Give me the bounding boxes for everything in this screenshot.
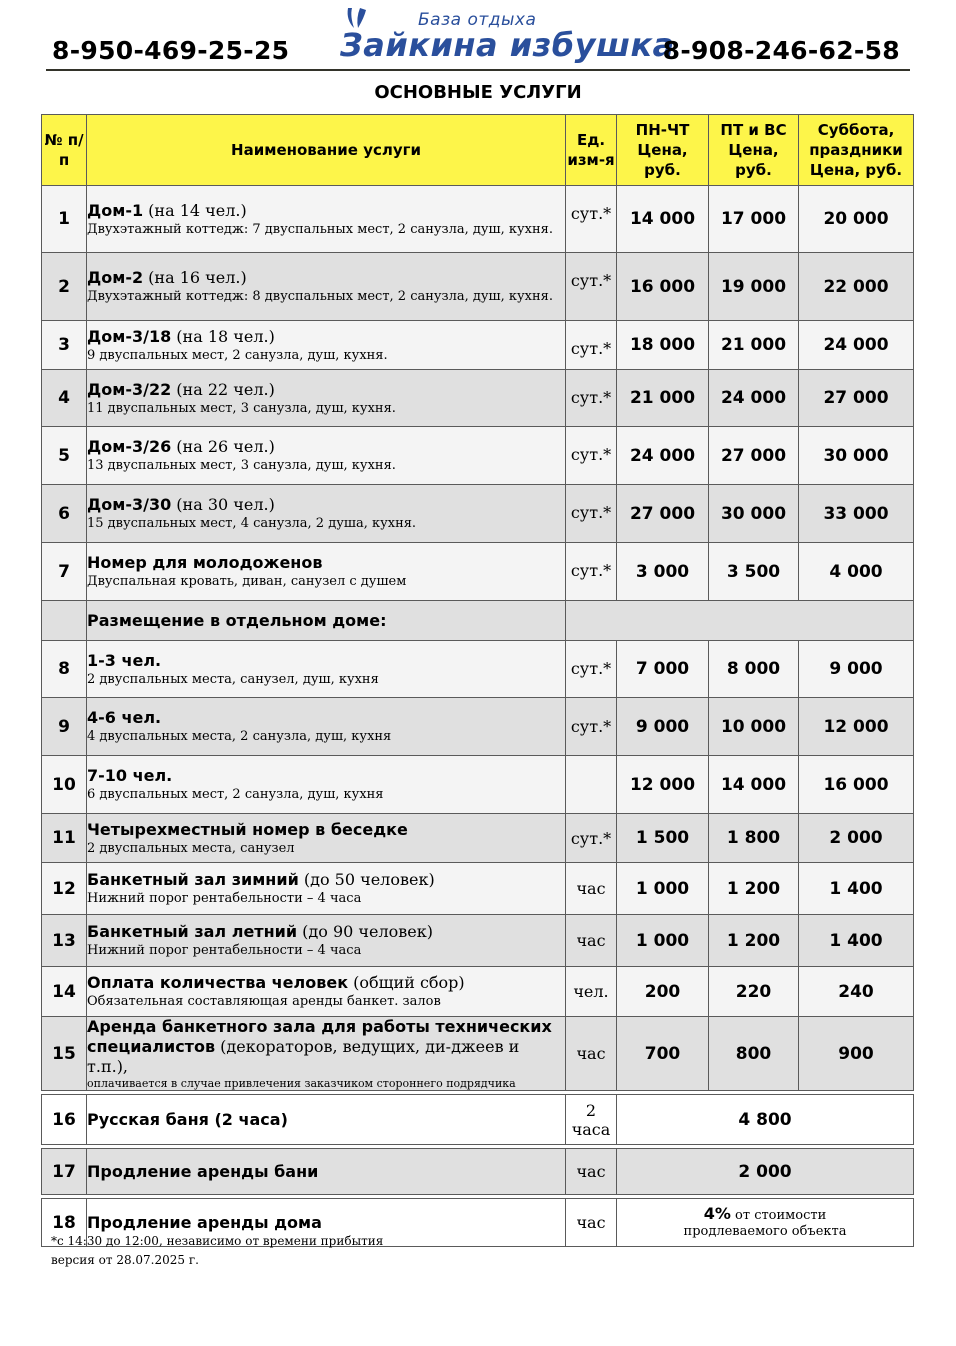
service-description: Двухэтажный коттедж: 7 двуспальных мест, 2 санузла, душ, кухня. [87, 221, 554, 237]
table-row [42, 1017, 914, 1091]
row-number: 7 [42, 543, 87, 601]
service-name: Дом-3/22 [87, 379, 172, 399]
price-fri-sun: 17 000 [709, 186, 799, 253]
unit-cell: сут.* [566, 641, 617, 698]
section-num-cell [42, 601, 87, 641]
service-description: 4 двуспальных места, 2 санузла, душ, кухня [87, 729, 392, 744]
service-cell [87, 756, 566, 814]
row-number: 8 [42, 641, 87, 698]
extra-service-row [42, 1095, 914, 1145]
unit-cell: час [566, 915, 617, 967]
service-name: Дом-3/30 [87, 495, 172, 514]
price-fri-sun: 27 000 [709, 427, 799, 485]
service-cell [87, 814, 566, 863]
service-description: 11 двуспальных мест, 3 санузла, душ, кухня. [87, 400, 396, 416]
service-capacity: (на 22 чел.) [171, 379, 275, 399]
row-number: 11 [42, 814, 87, 863]
price-fri-sun: 220 [709, 967, 799, 1017]
price-sat-holiday: 30 000 [799, 427, 914, 485]
footnote-version: версия от 28.07.2025 г. [51, 1253, 199, 1267]
price-mon-thu: 200 [617, 967, 709, 1017]
row-number: 10 [42, 756, 87, 814]
service-capacity: (на 30 чел.) [171, 495, 275, 514]
price-sat-holiday: 240 [799, 967, 914, 1017]
service-cell [87, 427, 566, 485]
price-fri-sun: 10 000 [709, 698, 799, 756]
price-fri-sun: 19 000 [709, 253, 799, 321]
price-fri-sun: 3 500 [709, 543, 799, 601]
footnote-time: *с 14:30 до 12:00, независимо от времени прибытия [51, 1234, 384, 1248]
service-name: Банкетный зал летний [87, 922, 298, 941]
service-description: 13 двуспальных мест, 3 санузла, душ, кухня. [87, 458, 396, 473]
service-name: Продление аренды бани [87, 1161, 319, 1181]
price-mon-thu: 1 000 [617, 863, 709, 915]
price-mon-thu: 7 000 [617, 641, 709, 698]
service-name: 1-3 чел. [87, 650, 162, 670]
table-row [42, 967, 914, 1017]
price-mon-thu: 12 000 [617, 756, 709, 814]
table-row [42, 698, 914, 756]
price-fri-sun: 1 200 [709, 863, 799, 915]
service-capacity: (до 50 человек) [298, 870, 435, 889]
price-mon-thu: 27 000 [617, 485, 709, 543]
service-name: 7-10 чел. [87, 766, 173, 785]
service-name: Четырехместный номер в беседке [87, 819, 408, 839]
service-cell [87, 641, 566, 698]
service-name: 4-6 чел. [87, 708, 162, 727]
service-cell [87, 321, 566, 370]
service-name: Продление аренды дома [87, 1212, 322, 1232]
price-mon-thu: 700 [617, 1017, 709, 1091]
unit-cell: сут.* [566, 427, 617, 485]
service-cell [87, 370, 566, 427]
unit-cell [566, 756, 617, 814]
table-row [42, 543, 914, 601]
table-row [42, 253, 914, 321]
service-description: Двухэтажный коттедж: 8 двуспальных мест, 2 санузла, душ, кухня. [87, 289, 554, 304]
footnote [51, 1232, 383, 1270]
table-row [42, 427, 914, 485]
service-description: Нижний порог рентабельности – 4 часа [87, 943, 362, 958]
price-fri-sun: 1 200 [709, 915, 799, 967]
price-sat-holiday: 1 400 [799, 915, 914, 967]
service-name: Русская баня (2 часа) [87, 1109, 288, 1129]
price-sat-holiday: 16 000 [799, 756, 914, 814]
service-description: Двуспальная кровать, диван, санузел с душем [87, 574, 407, 589]
service-name: Дом-3/18 [87, 326, 172, 346]
price-fri-sun: 30 000 [709, 485, 799, 543]
row-number: 1 [42, 186, 87, 253]
service-capacity: (на 14 чел.) [143, 200, 247, 220]
unit-cell: час [566, 863, 617, 915]
price-fri-sun: 24 000 [709, 370, 799, 427]
table-row [42, 321, 914, 370]
extra-service-row [42, 1149, 914, 1195]
service-name: Дом-3/26 [87, 437, 172, 456]
price-sat-holiday: 22 000 [799, 253, 914, 321]
service-capacity: (на 16 чел.) [143, 268, 247, 287]
section-row [42, 601, 914, 641]
row-number: 16 [42, 1095, 87, 1145]
unit-cell: сут.* [566, 814, 617, 863]
price-sat-holiday: 900 [799, 1017, 914, 1091]
price-mon-thu: 1 500 [617, 814, 709, 863]
service-cell [87, 1095, 566, 1145]
price-sat-holiday: 33 000 [799, 485, 914, 543]
price-cell: 4 800 [617, 1095, 914, 1145]
service-cell [87, 967, 566, 1017]
service-description: 9 двуспальных мест, 2 санузла, душ, кухня. [87, 347, 388, 363]
service-description: 15 двуспальных мест, 4 санузла, 2 душа, кухня. [87, 516, 417, 531]
price-mon-thu: 24 000 [617, 427, 709, 485]
row-number: 18 [42, 1199, 87, 1247]
service-cell [87, 253, 566, 321]
price-mon-thu: 9 000 [617, 698, 709, 756]
col-name-header: Наименование услуги [87, 115, 566, 186]
price-sat-holiday: 2 000 [799, 814, 914, 863]
row-number: 4 [42, 370, 87, 427]
row-number: 17 [42, 1149, 87, 1195]
price-mon-thu: 1 000 [617, 915, 709, 967]
logo-subtitle: База отдыха [418, 10, 537, 30]
service-cell [87, 698, 566, 756]
service-cell [87, 186, 566, 253]
section-title: Размещение в отдельном доме: [87, 601, 566, 641]
unit-cell: час [566, 1149, 617, 1195]
service-capacity: (до 90 человек) [297, 922, 433, 941]
service-capacity: (декораторов, ведущих, ди-джеев и т.п.), [87, 1037, 520, 1076]
table-row [42, 915, 914, 967]
price-mon-thu: 21 000 [617, 370, 709, 427]
phone-right: 8-908-246-62-58 [662, 36, 900, 65]
service-cell [87, 863, 566, 915]
table-row [42, 186, 914, 253]
unit-cell: час [566, 1017, 617, 1091]
service-cell [87, 1149, 566, 1195]
unit-cell: сут.* [566, 370, 617, 427]
price-fri-sun: 1 800 [709, 814, 799, 863]
service-cell [87, 543, 566, 601]
table-row [42, 814, 914, 863]
row-number: 5 [42, 427, 87, 485]
service-name: Аренда банкетного зала для работы технических специалистов [87, 1017, 552, 1056]
price-sat-holiday: 24 000 [799, 321, 914, 370]
row-number: 6 [42, 485, 87, 543]
price-mon-thu: 18 000 [617, 321, 709, 370]
service-cell [87, 1017, 566, 1091]
price-sat-holiday: 4 000 [799, 543, 914, 601]
price-fri-sun: 8 000 [709, 641, 799, 698]
service-description: Нижний порог рентабельности – 4 часа [87, 891, 362, 906]
row-number: 15 [42, 1017, 87, 1091]
price-sat-holiday: 27 000 [799, 370, 914, 427]
row-number: 12 [42, 863, 87, 915]
service-cell [87, 485, 566, 543]
price-fri-sun: 21 000 [709, 321, 799, 370]
unit-cell: сут.* [566, 543, 617, 601]
col-unit-header: Ед. изм-я [566, 115, 617, 186]
price-sat-holiday: 9 000 [799, 641, 914, 698]
logo-title: Зайкина избушка [340, 26, 675, 64]
service-description: 2 двуспальных места, санузел [87, 840, 295, 856]
price-cell: 4% от стоимости продлеваемого объекта [617, 1199, 914, 1247]
table-row [42, 370, 914, 427]
unit-cell: сут.* [566, 186, 617, 253]
table-row [42, 756, 914, 814]
unit-cell: час [566, 1199, 617, 1247]
service-description: Обязательная составляющая аренды банкет. залов [87, 994, 441, 1009]
unit-cell: чел. [566, 967, 617, 1017]
row-number: 9 [42, 698, 87, 756]
table-header-row [42, 115, 914, 186]
service-name: Дом-2 [87, 268, 144, 287]
service-capacity: (на 26 чел.) [171, 437, 275, 456]
service-name: Банкетный зал зимний [87, 870, 299, 889]
header-divider [46, 69, 910, 71]
col-num-header: № п/п [42, 115, 87, 186]
table-row [42, 863, 914, 915]
price-table [41, 114, 914, 1247]
table-row [42, 641, 914, 698]
row-number: 14 [42, 967, 87, 1017]
service-cell [87, 915, 566, 967]
price-sat-holiday: 1 400 [799, 863, 914, 915]
unit-cell: сут.* [566, 253, 617, 321]
col-fri-sun-header: ПТ и ВС Цена, руб. [709, 115, 799, 186]
row-number: 2 [42, 253, 87, 321]
unit-cell: сут.* [566, 485, 617, 543]
service-name: Дом-1 [87, 200, 144, 220]
unit-cell: сут.* [566, 321, 617, 370]
service-description: оплачивается в случае привлечения заказчиком стороннего подрядчика [87, 1077, 516, 1090]
phone-left: 8-950-469-25-25 [52, 36, 290, 65]
service-description: 6 двуспальных мест, 2 санузла, душ, кухня [87, 787, 384, 802]
service-name: Номер для молодоженов [87, 553, 323, 572]
service-capacity: (на 18 чел.) [171, 326, 275, 346]
service-description: 2 двуспальных места, санузел, душ, кухня [87, 671, 379, 687]
price-sat-holiday: 12 000 [799, 698, 914, 756]
section-empty-cell [566, 601, 914, 641]
price-fri-sun: 14 000 [709, 756, 799, 814]
col-mon-thu-header: ПН-ЧТ Цена, руб. [617, 115, 709, 186]
price-mon-thu: 14 000 [617, 186, 709, 253]
service-name: Оплата количества человек [87, 973, 349, 992]
row-number: 3 [42, 321, 87, 370]
service-capacity: (общий сбор) [348, 973, 465, 992]
price-cell: 2 000 [617, 1149, 914, 1195]
page-title: ОСНОВНЫЕ УСЛУГИ [374, 82, 582, 103]
price-fri-sun: 800 [709, 1017, 799, 1091]
row-number: 13 [42, 915, 87, 967]
price-mon-thu: 3 000 [617, 543, 709, 601]
price-mon-thu: 16 000 [617, 253, 709, 321]
table-row [42, 485, 914, 543]
unit-cell: сут.* [566, 698, 617, 756]
logo [340, 6, 675, 70]
col-sat-holiday-header: Суббота, праздники Цена, руб. [799, 115, 914, 186]
price-sat-holiday: 20 000 [799, 186, 914, 253]
unit-cell: 2 часа [566, 1095, 617, 1145]
